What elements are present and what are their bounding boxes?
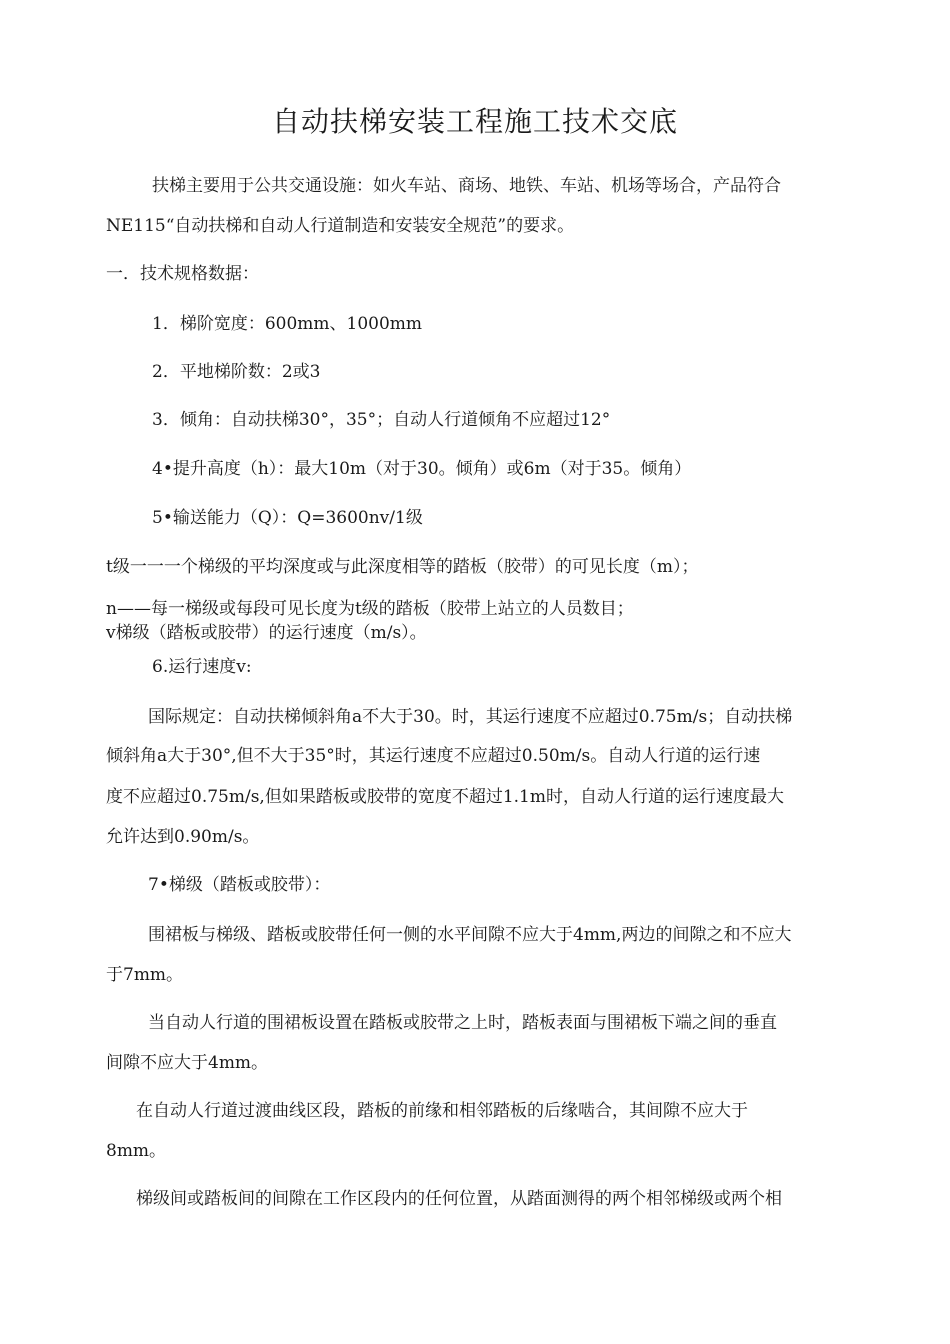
paragraph-line: 当自动人行道的围裙板设置在踏板或胶带之上时，踏板表面与围裙板下端之间的垂直 (148, 1013, 777, 1033)
paragraph-line: 倾斜角a大于30°,但不大于35°时，其运行速度不应超过0.50m/s。自动人行道的运行速 (106, 746, 761, 766)
paragraph-line: 于7mm。 (106, 965, 184, 985)
paragraph-line: 8mm。 (106, 1141, 167, 1161)
definition-line: v梯级（踏板或胶带）的运行速度（m/s）。 (106, 623, 427, 643)
section-heading: 一．技术规格数据： (106, 264, 259, 284)
definition-line: t级一一一个梯级的平均深度或与此深度相等的踏板（胶带）的可见长度（m）； (106, 557, 699, 577)
list-item: 3．倾角：自动扶梯30°，35°；自动人行道倾角不应超过12° (152, 410, 611, 430)
paragraph-line: 扶梯主要用于公共交通设施：如火车站、商场、地铁、车站、机场等场合，产品符合 (152, 176, 781, 196)
list-item: 4•提升高度（h）：最大10m（对于30。倾角）或6m（对于35。倾角） (152, 459, 692, 479)
document-title: 自动扶梯安装工程施工技术交底 (271, 105, 678, 138)
list-item: 6.运行速度v: (152, 657, 252, 677)
list-item: 1．梯阶宽度：600mm、1000mm (152, 314, 423, 334)
list-item: 2．平地梯阶数：2或3 (152, 362, 321, 382)
paragraph-line: 围裙板与梯级、踏板或胶带任何一侧的水平间隙不应大于4mm,两边的间隙之和不应大 (148, 925, 792, 945)
paragraph-line: 国际规定：自动扶梯倾斜角a不大于30。时，其运行速度不应超过0.75m/s；自动扶梯 (148, 707, 793, 727)
list-item: 5•输送能力（Q）：Q=3600nv/1级 (152, 508, 423, 528)
paragraph-line: 间隙不应大于4mm。 (106, 1053, 269, 1073)
paragraph-line: 度不应超过0.75m/s,但如果踏板或胶带的宽度不超过1.1m时，自动人行道的运行速度最大 (106, 787, 784, 807)
paragraph-line: 梯级间或踏板间的间隙在工作区段内的任何位置，从踏面测得的两个相邻梯级或两个相 (136, 1189, 782, 1209)
list-item: 7•梯级（踏板或胶带）： (148, 875, 331, 895)
definition-line: n——每一梯级或每段可见长度为t级的踏板（胶带上站立的人员数目； (106, 599, 634, 619)
paragraph-line: 在自动人行道过渡曲线区段，踏板的前缘和相邻踏板的后缘啮合，其间隙不应大于 (136, 1101, 748, 1121)
paragraph-line: 允许达到0.90m/s。 (106, 827, 260, 847)
paragraph-line: NE115“自动扶梯和自动人行道制造和安装安全规范”的要求。 (106, 216, 575, 236)
